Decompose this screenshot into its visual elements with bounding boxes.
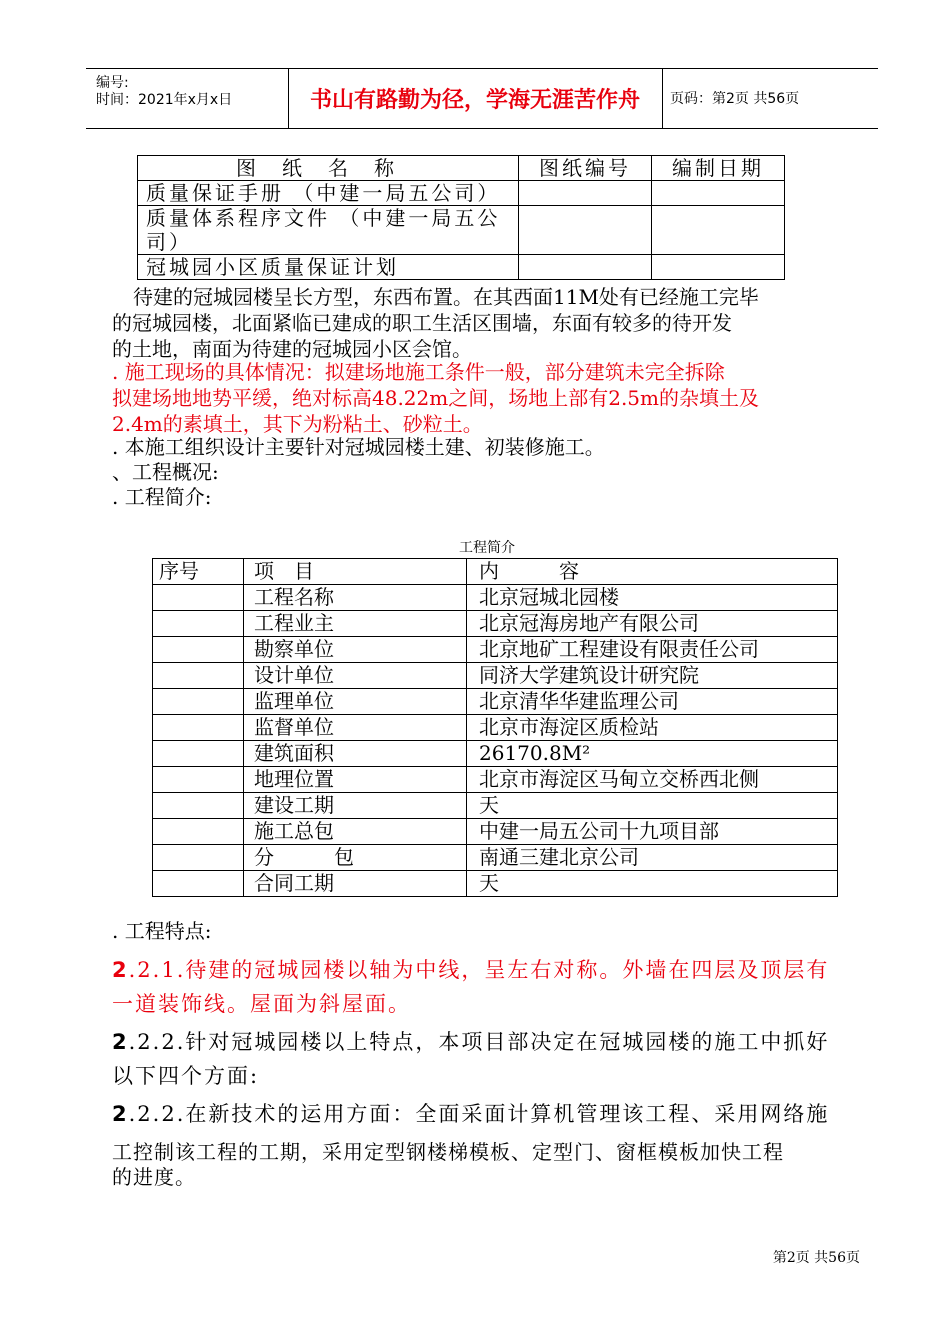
table-row — [153, 871, 838, 897]
paragraph-line: . 施工现场的具体情况：拟建场地施工条件一般，部分建筑未完全拆除 — [112, 360, 725, 384]
drawing-number — [519, 255, 652, 280]
row-index — [153, 585, 244, 611]
table-row — [153, 819, 838, 845]
col-header: 序号 — [153, 559, 244, 585]
feature-line — [112, 1025, 829, 1059]
table-caption: 工程简介 — [459, 540, 515, 556]
feature-number: 2 — [112, 1102, 129, 1126]
feature-line — [112, 1097, 829, 1131]
feature-line: 以下四个方面: — [112, 1064, 260, 1088]
row-content: 北京市海淀区马甸立交桥西北侧 — [467, 767, 838, 793]
drawing-name — [138, 206, 519, 255]
drawing-name-line: 质量体系程序文件 （中建一局五公 — [146, 206, 501, 230]
paragraph-line: 2.4m的素填土，其下为粉粘土、砂粒土。 — [112, 412, 483, 436]
row-item: 建筑面积 — [244, 741, 467, 767]
row-content: 北京冠城北园楼 — [467, 585, 838, 611]
row-item: 施工总包 — [244, 819, 467, 845]
feature-number: 2 — [112, 958, 129, 982]
table-row — [153, 741, 838, 767]
row-index — [153, 819, 244, 845]
row-item: 监督单位 — [244, 715, 467, 741]
row-content: 北京清华华建监理公司 — [467, 689, 838, 715]
table-row — [153, 715, 838, 741]
feature-line — [112, 953, 829, 987]
row-index — [153, 611, 244, 637]
table-row — [153, 689, 838, 715]
feature-text: .2.1.待建的冠城园楼以轴为中线，呈左右对称。外墙在四层及顶层有 — [128, 958, 830, 982]
paragraph-line: 待建的冠城园楼呈长方型，东西布置。在其西面11M处有已经施工完毕 — [133, 285, 759, 309]
table-row — [138, 206, 785, 255]
row-index — [153, 689, 244, 715]
drawings-table — [137, 155, 785, 280]
row-content: 天 — [467, 793, 838, 819]
serial-label: 编号: — [96, 75, 129, 91]
row-content: 中建一局五公司十九项目部 — [467, 819, 838, 845]
table-row — [153, 585, 838, 611]
row-item: 建设工期 — [244, 793, 467, 819]
header-divider — [662, 68, 663, 128]
drawing-date — [652, 206, 785, 255]
paragraph-line: 拟建场地地势平缓，绝对标高48.22m之间，场地上部有2.5m的杂填土及 — [112, 386, 759, 410]
row-content: 26170.8M² — [467, 741, 838, 767]
drawing-name-line: 司） — [146, 230, 192, 254]
row-content: 南通三建北京公司 — [467, 845, 838, 871]
header-motto: 书山有路勤为径，学海无涯苦作舟 — [309, 87, 640, 113]
row-index — [153, 793, 244, 819]
row-content: 北京市海淀区质检站 — [467, 715, 838, 741]
row-index — [153, 663, 244, 689]
col-header: 编制日期 — [652, 156, 785, 181]
row-index — [153, 637, 244, 663]
table-header-row — [153, 559, 838, 585]
table-row — [153, 637, 838, 663]
table-header-row — [138, 156, 785, 181]
section-heading: . 工程特点: — [112, 919, 212, 943]
row-item: 勘察单位 — [244, 637, 467, 663]
row-content: 天 — [467, 871, 838, 897]
table-row — [138, 181, 785, 206]
feature-number: 2 — [112, 1030, 129, 1054]
row-index — [153, 845, 244, 871]
row-item: 工程名称 — [244, 585, 467, 611]
row-item: 地理位置 — [244, 767, 467, 793]
col-header: 内容 — [467, 559, 838, 585]
row-item: 监理单位 — [244, 689, 467, 715]
section-heading: . 工程简介: — [112, 485, 212, 509]
col-header: 图纸名称 — [138, 156, 519, 181]
drawing-name: 质量保证手册 （中建一局五公司） — [138, 181, 519, 206]
table-row — [153, 611, 838, 637]
row-item: 合同工期 — [244, 871, 467, 897]
feature-text: .2.2.针对冠城园楼以上特点，本项目部决定在冠城园楼的施工中抓好 — [128, 1030, 830, 1054]
table-row — [153, 845, 838, 871]
table-row — [153, 793, 838, 819]
row-index — [153, 767, 244, 793]
feature-text: .2.2.在新技术的运用方面：全面采面计算机管理该工程、采用网络施 — [128, 1102, 830, 1126]
header-page-info: 页码：第2页 共56页 — [670, 91, 800, 107]
time-label: 时间：2021年x月x日 — [96, 92, 233, 108]
feature-line: 工控制该工程的工期，采用定型钢楼梯模板、定型门、窗框模板加快工程 — [112, 1140, 784, 1164]
row-item: 工程业主 — [244, 611, 467, 637]
drawing-number — [519, 181, 652, 206]
drawing-date — [652, 181, 785, 206]
row-index — [153, 741, 244, 767]
feature-line: 的进度。 — [112, 1165, 196, 1189]
paragraph-line: . 本施工组织设计主要针对冠城园楼土建、初装修施工。 — [112, 435, 605, 459]
project-table — [152, 558, 838, 897]
drawing-date — [652, 255, 785, 280]
paragraph-line: 的冠城园楼，北面紧临已建成的职工生活区围墙，东面有较多的待开发 — [112, 311, 732, 335]
row-content: 北京地矿工程建设有限责任公司 — [467, 637, 838, 663]
table-row — [153, 663, 838, 689]
table-row — [138, 255, 785, 280]
col-header: 项目 — [244, 559, 467, 585]
feature-line: 一道装饰线。屋面为斜屋面。 — [112, 992, 411, 1016]
header-bottom-rule — [86, 128, 878, 129]
page-footer: 第2页 共56页 — [772, 1250, 860, 1266]
col-header: 图纸编号 — [519, 156, 652, 181]
row-index — [153, 871, 244, 897]
row-item: 分包 — [244, 845, 467, 871]
row-index — [153, 715, 244, 741]
row-item: 设计单位 — [244, 663, 467, 689]
section-heading: 、工程概况: — [112, 460, 219, 484]
table-row — [153, 767, 838, 793]
drawing-name: 冠城园小区质量保证计划 — [138, 255, 519, 280]
row-content: 北京冠海房地产有限公司 — [467, 611, 838, 637]
row-content: 同济大学建筑设计研究院 — [467, 663, 838, 689]
drawing-number — [519, 206, 652, 255]
paragraph-line: 的土地，南面为待建的冠城园小区会馆。 — [112, 337, 472, 361]
